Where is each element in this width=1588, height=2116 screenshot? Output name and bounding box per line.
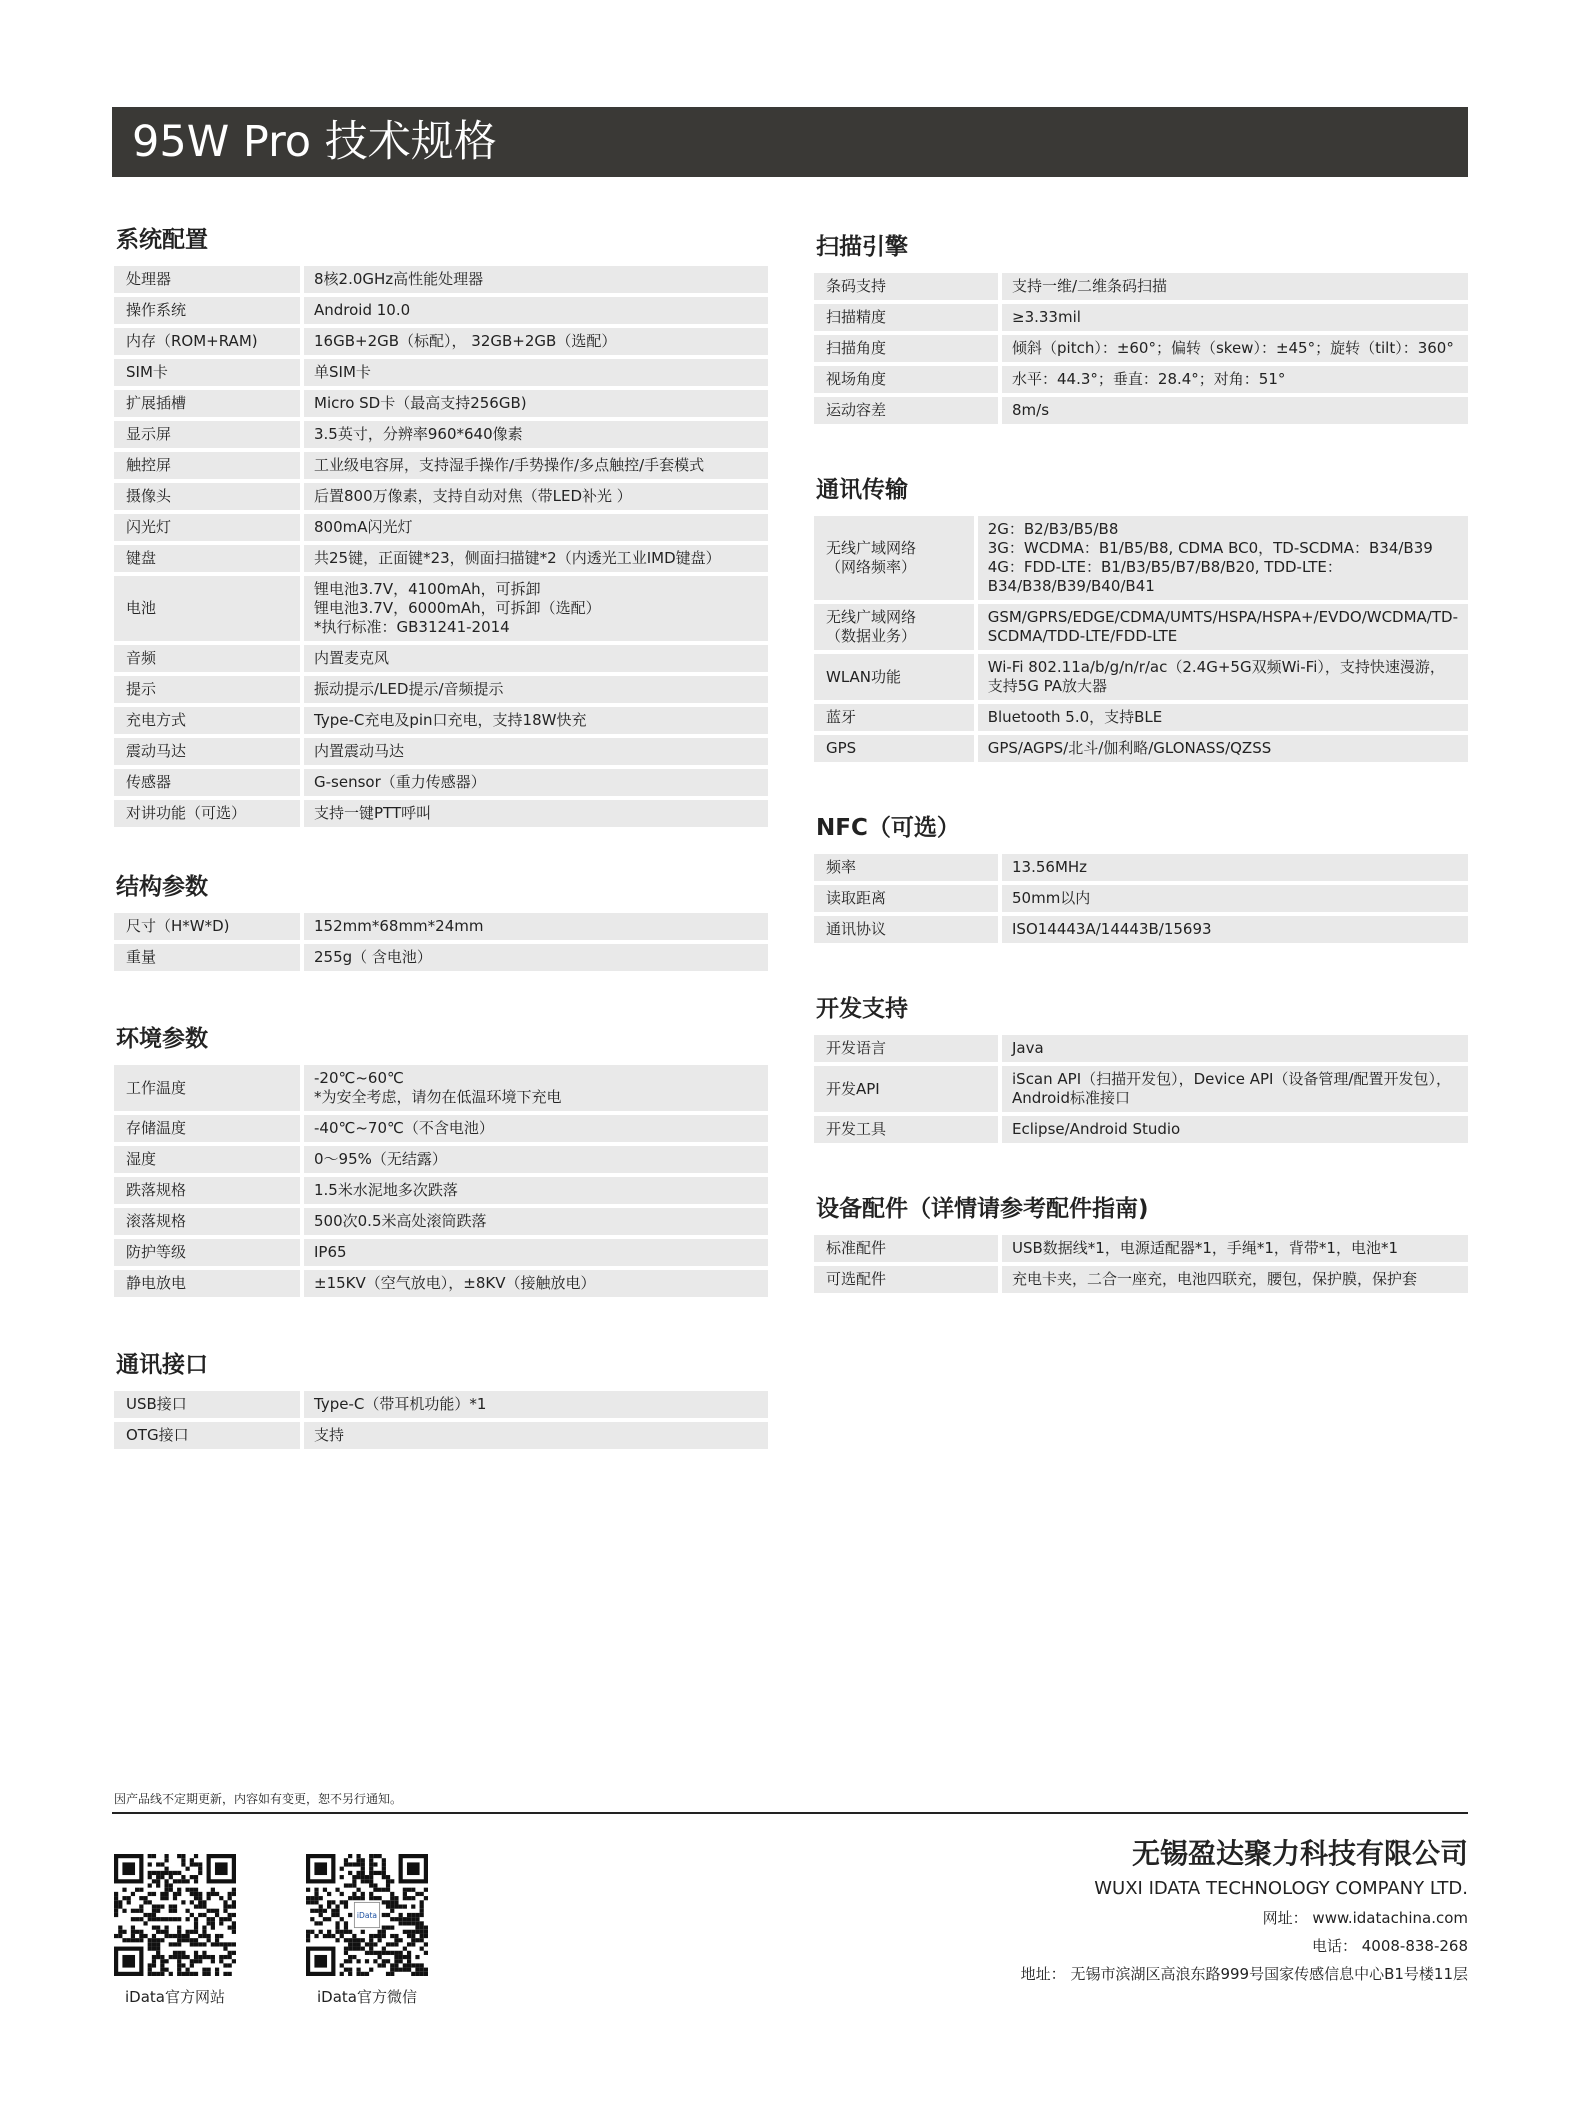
spec-row <box>814 1235 1468 1262</box>
spec-label: WLAN功能 <box>814 654 978 700</box>
spec-label: 处理器 <box>114 266 304 293</box>
spec-row <box>114 545 768 572</box>
spec-row <box>114 645 768 672</box>
spec-row <box>814 854 1468 881</box>
spec-row <box>114 297 768 324</box>
spec-row <box>114 1115 768 1142</box>
section-title: 系统配置 <box>116 227 208 253</box>
spec-table <box>814 512 1468 766</box>
spec-value: ≥3.33mil <box>1002 304 1468 331</box>
spec-row <box>814 916 1468 943</box>
spec-row <box>114 452 768 479</box>
spec-value: ISO14443A/14443B/15693 <box>1002 916 1468 943</box>
spec-row <box>114 1239 768 1266</box>
spec-label: 存储温度 <box>114 1115 304 1142</box>
section-title: 通讯传输 <box>816 477 908 503</box>
spec-label: 读取距离 <box>814 885 1002 912</box>
spec-label: 闪光灯 <box>114 514 304 541</box>
spec-row <box>114 328 768 355</box>
spec-value: 1.5米水泥地多次跌落 <box>304 1177 768 1204</box>
spec-row <box>114 1208 768 1235</box>
spec-value: 充电卡夹，二合一座充，电池四联充，腰包，保护膜，保护套 <box>1002 1266 1468 1293</box>
spec-value: Type-C（带耳机功能）*1 <box>304 1391 768 1418</box>
spec-row <box>814 366 1468 393</box>
spec-row <box>814 885 1468 912</box>
spec-value: 8核2.0GHz高性能处理器 <box>304 266 768 293</box>
spec-value: -40℃~70℃（不含电池） <box>304 1115 768 1142</box>
spec-row <box>814 1066 1468 1112</box>
spec-value: 3.5英寸，分辨率960*640像素 <box>304 421 768 448</box>
spec-row <box>814 704 1468 731</box>
spec-table <box>814 850 1468 947</box>
spec-value: 152mm*68mm*24mm <box>304 913 768 940</box>
spec-label: 运动容差 <box>814 397 1002 424</box>
section-title: NFC（可选） <box>816 815 960 841</box>
spec-value: 振动提示/LED提示/音频提示 <box>304 676 768 703</box>
spec-value: 单SIM卡 <box>304 359 768 386</box>
spec-label: 通讯协议 <box>814 916 1002 943</box>
spec-row <box>814 516 1468 600</box>
spec-label: 条码支持 <box>814 273 1002 300</box>
spec-value: Micro SD卡（最高支持256GB) <box>304 390 768 417</box>
spec-value: -20℃~60℃ *为安全考虑，请勿在低温环境下充电 <box>304 1065 768 1111</box>
spec-label: 扩展插槽 <box>114 390 304 417</box>
spec-label: GPS <box>814 735 978 762</box>
spec-value: 500次0.5米高处滚筒跌落 <box>304 1208 768 1235</box>
company-info <box>1021 1834 1468 1988</box>
left-column <box>114 218 768 1453</box>
spec-value: ±15KV（空气放电），±8KV（接触放电） <box>304 1270 768 1297</box>
spec-value: 内置震动马达 <box>304 738 768 765</box>
spec-row <box>114 1270 768 1297</box>
spec-label: 提示 <box>114 676 304 703</box>
spec-row <box>814 1116 1468 1143</box>
spec-row <box>114 944 768 971</box>
spec-label: OTG接口 <box>114 1422 304 1449</box>
company-name-en: WUXI IDATA TECHNOLOGY COMPANY LTD. <box>1094 1878 1468 1899</box>
spec-label: 震动马达 <box>114 738 304 765</box>
spec-label: 显示屏 <box>114 421 304 448</box>
spec-label: 湿度 <box>114 1146 304 1173</box>
spec-label: 摄像头 <box>114 483 304 510</box>
spec-label: 音频 <box>114 645 304 672</box>
spec-table <box>114 1061 768 1301</box>
spec-label: 开发工具 <box>814 1116 1002 1143</box>
spec-label: 触控屏 <box>114 452 304 479</box>
spec-label: 频率 <box>814 854 1002 881</box>
spec-value: 0～95%（无结露） <box>304 1146 768 1173</box>
spec-label: 开发语言 <box>814 1035 1002 1062</box>
qr-code-wechat <box>306 1854 428 1976</box>
spec-value: 13.56MHz <box>1002 854 1468 881</box>
section-title: 结构参数 <box>116 874 208 900</box>
spec-label: 尺寸（H*W*D) <box>114 913 304 940</box>
section-title: 设备配件（详情请参考配件指南) <box>816 1196 1149 1222</box>
spec-value: 内置麦克风 <box>304 645 768 672</box>
spec-row <box>114 1065 768 1111</box>
spec-row <box>114 483 768 510</box>
spec-value: 支持一维/二维条码扫描 <box>1002 273 1468 300</box>
spec-row <box>114 1177 768 1204</box>
spec-value: 后置800万像素，支持自动对焦（带LED补光 ） <box>304 483 768 510</box>
spec-label: 传感器 <box>114 769 304 796</box>
spec-label: 标准配件 <box>814 1235 1002 1262</box>
right-column <box>814 225 1468 1297</box>
spec-row <box>814 397 1468 424</box>
section-title: 开发支持 <box>816 996 908 1022</box>
spec-label: 扫描角度 <box>814 335 1002 362</box>
spec-value: G-sensor（重力传感器） <box>304 769 768 796</box>
spec-label: SIM卡 <box>114 359 304 386</box>
company-address: 地址： 无锡市滨湖区高浪东路999号国家传感信息中心B1号楼11层 <box>1020 1965 1468 1983</box>
section-title: 通讯接口 <box>116 1352 208 1378</box>
spec-row <box>114 390 768 417</box>
spec-row <box>114 1391 768 1418</box>
spec-row <box>114 738 768 765</box>
spec-label: 防护等级 <box>114 1239 304 1266</box>
spec-label: 重量 <box>114 944 304 971</box>
spec-value: 8m/s <box>1002 397 1468 424</box>
spec-label: 扫描精度 <box>814 304 1002 331</box>
spec-row <box>114 800 768 827</box>
spec-row <box>814 735 1468 762</box>
spec-label: 操作系统 <box>114 297 304 324</box>
spec-value: 16GB+2GB（标配）， 32GB+2GB（选配） <box>304 328 768 355</box>
spec-value: 锂电池3.7V，4100mAh，可拆卸 锂电池3.7V，6000mAh，可拆卸（选配） *执行标准：GB31241-2014 <box>304 576 768 641</box>
spec-label: 蓝牙 <box>814 704 978 731</box>
spec-row <box>814 1266 1468 1293</box>
spec-row <box>114 1146 768 1173</box>
spec-row <box>114 707 768 734</box>
spec-value: 50mm以内 <box>1002 885 1468 912</box>
spec-row <box>114 576 768 641</box>
spec-row <box>114 1422 768 1449</box>
disclaimer-note: 因产品线不定期更新，内容如有变更，恕不另行通知。 <box>114 1792 403 1806</box>
spec-row <box>814 1035 1468 1062</box>
spec-label: 可选配件 <box>814 1266 1002 1293</box>
spec-value: Eclipse/Android Studio <box>1002 1116 1468 1143</box>
spec-label: 开发API <box>814 1066 1002 1112</box>
spec-value: GSM/GPRS/EDGE/CDMA/UMTS/HSPA/HSPA+/EVDO/WCDMA/TD-SCDMA/TDD-LTE/FDD-LTE <box>978 604 1468 650</box>
spec-row <box>114 266 768 293</box>
spec-table <box>814 269 1468 428</box>
spec-row <box>814 654 1468 700</box>
qr-code-website <box>114 1854 236 1976</box>
spec-table <box>114 1387 768 1453</box>
spec-label: 无线广域网络 （数据业务） <box>814 604 978 650</box>
spec-row <box>814 273 1468 300</box>
spec-value: 共25键，正面键*23，侧面扫描键*2（内透光工业IMD键盘） <box>304 545 768 572</box>
qr-label-website: iData官方网站 <box>125 1988 225 2006</box>
spec-table <box>814 1031 1468 1147</box>
spec-table <box>814 1231 1468 1297</box>
spec-value: Android 10.0 <box>304 297 768 324</box>
spec-label: 对讲功能（可选） <box>114 800 304 827</box>
section-title: 扫描引擎 <box>816 234 908 260</box>
section-title: 环境参数 <box>116 1026 208 1052</box>
spec-value: Bluetooth 5.0，支持BLE <box>978 704 1468 731</box>
spec-value: 2G：B2/B3/B5/B8 3G：WCDMA：B1/B5/B8, CDMA BC0，TD-SCDMA：B34/B39 4G：FDD-LTE：B1/B3/B5/B7/B8/B20, TDD-LTE：B34/B38/B39/B40/B41 <box>978 516 1468 600</box>
spec-label: 电池 <box>114 576 304 641</box>
spec-label: 无线广域网络 （网络频率） <box>814 516 978 600</box>
spec-value: 255g（ 含电池） <box>304 944 768 971</box>
spec-row <box>814 604 1468 650</box>
spec-label: 静电放电 <box>114 1270 304 1297</box>
spec-value: IP65 <box>304 1239 768 1266</box>
spec-label: 充电方式 <box>114 707 304 734</box>
spec-value: Type-C充电及pin口充电，支持18W快充 <box>304 707 768 734</box>
spec-value: 支持 <box>304 1422 768 1449</box>
spec-value: Java <box>1002 1035 1468 1062</box>
footer-divider <box>112 1812 1468 1814</box>
spec-label: 工作温度 <box>114 1065 304 1111</box>
company-website[interactable]: 网址： www.idatachina.com <box>1262 1909 1468 1927</box>
spec-value: 工业级电容屏，支持湿手操作/手势操作/多点触控/手套模式 <box>304 452 768 479</box>
spec-label: 内存（ROM+RAM) <box>114 328 304 355</box>
spec-row <box>114 421 768 448</box>
spec-value: Wi-Fi 802.11a/b/g/n/r/ac（2.4G+5G双频Wi-Fi），支持快速漫游，支持5G PA放大器 <box>978 654 1468 700</box>
qr-label-wechat: iData官方微信 <box>317 1988 417 2006</box>
spec-row <box>814 335 1468 362</box>
qr-logo-text: iData <box>356 1910 378 1920</box>
spec-table <box>114 262 768 831</box>
spec-row <box>814 304 1468 331</box>
spec-row <box>114 359 768 386</box>
company-name-cn: 无锡盈达聚力科技有限公司 <box>1131 1837 1468 1870</box>
spec-value: 支持一键PTT呼叫 <box>304 800 768 827</box>
spec-value: USB数据线*1，电源适配器*1，手绳*1，背带*1，电池*1 <box>1002 1235 1468 1262</box>
spec-row <box>114 769 768 796</box>
spec-row <box>114 514 768 541</box>
spec-table <box>114 909 768 975</box>
spec-row <box>114 676 768 703</box>
spec-value: 800mA闪光灯 <box>304 514 768 541</box>
spec-label: 视场角度 <box>814 366 1002 393</box>
spec-label: 键盘 <box>114 545 304 572</box>
spec-label: 跌落规格 <box>114 1177 304 1204</box>
company-phone: 电话： 4008-838-268 <box>1311 1937 1468 1955</box>
spec-value: iScan API（扫描开发包），Device API（设备管理/配置开发包），Android标准接口 <box>1002 1066 1468 1112</box>
spec-value: 倾斜（pitch）：±60°；偏转（skew）：±45°；旋转（tilt）：360° <box>1002 335 1468 362</box>
spec-label: 滚落规格 <box>114 1208 304 1235</box>
page-title: 95W Pro 技术规格 <box>112 107 1468 177</box>
spec-label: USB接口 <box>114 1391 304 1418</box>
spec-value: 水平：44.3°；垂直：28.4°；对角：51° <box>1002 366 1468 393</box>
spec-value: GPS/AGPS/北斗/伽利略/GLONASS/QZSS <box>978 735 1468 762</box>
spec-row <box>114 913 768 940</box>
